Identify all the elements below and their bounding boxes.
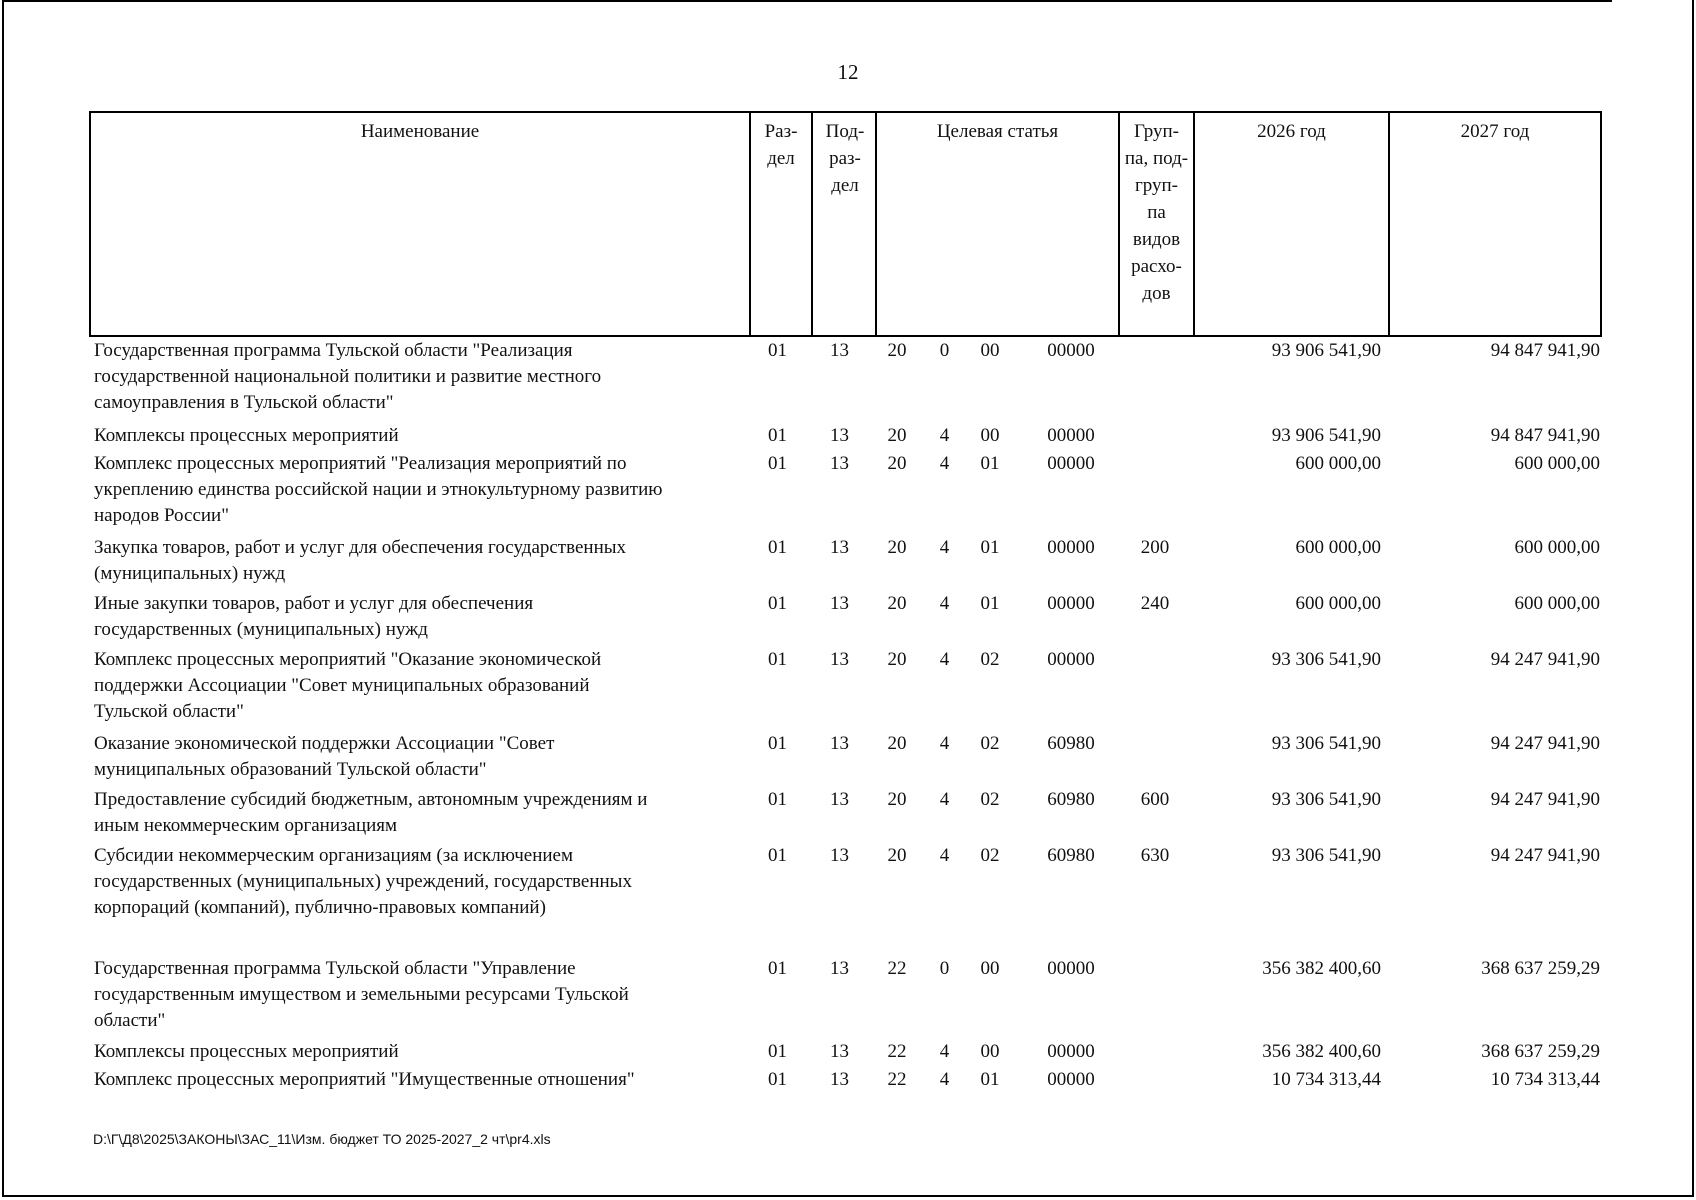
row-amount-2027: 600 000,00 [1514, 593, 1600, 614]
header-year-2027-label: 2027 год [1460, 121, 1530, 142]
row-name-line: государственных (муниципальных) нужд [94, 619, 428, 640]
row-amount-2026: 10 734 313,44 [1271, 1069, 1381, 1090]
row-ts-direction: 00000 [1047, 425, 1095, 446]
row-amount-2027: 600 000,00 [1514, 453, 1600, 474]
page-number: 12 [837, 60, 859, 84]
row-name-line: Иные закупки товаров, работ и услуг для обеспечения [94, 593, 534, 614]
header-year-2027 [1390, 113, 1600, 335]
table-header [89, 111, 1602, 337]
row-name-line: Комплексы процессных мероприятий [94, 425, 399, 446]
header-year-2026 [1195, 113, 1390, 335]
header-razdel [751, 113, 813, 335]
row-amount-2027: 600 000,00 [1514, 537, 1600, 558]
row-name [94, 956, 744, 1034]
row-ts-type: 4 [939, 593, 950, 614]
row-podrazdel: 13 [830, 845, 849, 866]
row-name-line: государственных (муниципальных) учреждений, государственных [94, 871, 632, 892]
row-ts-type: 0 [939, 340, 950, 361]
row-name [94, 731, 744, 783]
row-amount-2026: 93 306 541,90 [1271, 649, 1381, 670]
header-razdel-line: Раз- [764, 121, 798, 142]
row-amount-2027: 94 847 941,90 [1490, 340, 1600, 361]
row-name-line: Комплексы процессных мероприятий [94, 1041, 399, 1062]
row-name-line: народов России" [94, 505, 229, 526]
row-ts-program: 20 [887, 593, 907, 614]
header-gruppa-line: расхо- [1131, 256, 1182, 277]
row-razdel: 01 [768, 425, 787, 446]
row-name-line: Государственная программа Тульской области "Реализация [94, 340, 573, 361]
row-name [94, 843, 744, 921]
row-name-line: Тульской области" [94, 701, 244, 722]
row-name-line: поддержки Ассоциации "Совет муниципальных образований [94, 675, 590, 696]
row-razdel: 01 [768, 733, 787, 754]
row-ts-direction: 00000 [1047, 1069, 1095, 1090]
row-razdel: 01 [768, 340, 787, 361]
row-amount-2027: 368 637 259,29 [1481, 958, 1600, 979]
header-celevaya-statya-label: Целевая статья [936, 121, 1059, 142]
row-name-line: Комплекс процессных мероприятий "Реализация мероприятий по [94, 453, 627, 474]
header-year-2026-label: 2026 год [1257, 121, 1326, 142]
row-name-line: корпораций (компаний), публично-правовых компаний) [94, 897, 546, 918]
row-name-line: Предоставление субсидий бюджетным, автономным учреждениям и [94, 789, 648, 810]
row-podrazdel: 13 [830, 453, 849, 474]
row-amount-2026: 356 382 400,60 [1262, 958, 1381, 979]
row-ts-direction: 00000 [1047, 537, 1095, 558]
row-podrazdel: 13 [830, 789, 849, 810]
row-amount-2027: 94 247 941,90 [1490, 789, 1600, 810]
row-ts-type: 0 [939, 958, 950, 979]
row-ts-element: 00 [980, 1041, 1000, 1062]
row-amount-2026: 93 906 541,90 [1271, 340, 1381, 361]
row-razdel: 01 [768, 593, 787, 614]
row-gruppa: 630 [1140, 845, 1170, 866]
row-ts-type: 4 [939, 425, 950, 446]
row-name [94, 1039, 744, 1065]
row-amount-2026: 600 000,00 [1295, 453, 1381, 474]
row-podrazdel: 13 [830, 733, 849, 754]
row-ts-program: 22 [887, 958, 907, 979]
row-podrazdel: 13 [830, 649, 849, 670]
row-name-line: иным некоммерческим организациям [94, 815, 398, 836]
row-amount-2027: 368 637 259,29 [1481, 1041, 1600, 1062]
row-ts-program: 20 [887, 340, 907, 361]
row-razdel: 01 [768, 958, 787, 979]
row-name [94, 591, 744, 643]
header-razdel-line: дел [767, 148, 795, 169]
row-name [94, 647, 744, 725]
row-ts-type: 4 [939, 845, 950, 866]
row-name-line: самоуправления в Тульской области" [94, 392, 394, 413]
row-ts-type: 4 [939, 1041, 950, 1062]
row-amount-2026: 93 306 541,90 [1271, 845, 1381, 866]
header-gruppa-line: видов [1132, 229, 1181, 250]
row-name-line: области" [94, 1010, 166, 1031]
row-name-line: (муниципальных) нужд [94, 563, 286, 584]
row-ts-program: 20 [887, 425, 907, 446]
file-path-footer: D:\Г\Д8\2025\ЗАКОНЫ\ЗАС_11\Изм. бюджет ТО 2025-2027_2 чт\pr4.xls [93, 1131, 551, 1147]
header-gruppa-line: дов [1142, 283, 1171, 304]
row-ts-direction: 60980 [1047, 789, 1095, 810]
header-gruppa-line: груп- [1134, 175, 1179, 196]
row-name [94, 1067, 744, 1093]
header-gruppa-line: па [1147, 202, 1166, 223]
row-ts-direction: 00000 [1047, 1041, 1095, 1062]
row-ts-program: 20 [887, 649, 907, 670]
row-ts-type: 4 [939, 537, 950, 558]
row-ts-element: 02 [980, 789, 1000, 810]
row-ts-element: 01 [980, 1069, 1000, 1090]
row-name-line: государственным имуществом и земельными ресурсами Тульской [94, 984, 629, 1005]
row-ts-direction: 00000 [1047, 340, 1095, 361]
row-ts-program: 22 [887, 1041, 907, 1062]
row-ts-element: 00 [980, 958, 1000, 979]
row-name-line: укреплению единства российской нации и этнокультурному развитию [94, 479, 663, 500]
row-amount-2026: 93 306 541,90 [1271, 789, 1381, 810]
row-ts-type: 4 [939, 789, 950, 810]
row-name [94, 535, 744, 587]
row-ts-direction: 60980 [1047, 845, 1095, 866]
row-name-line: Субсидии некоммерческим организациям (за исключением [94, 845, 573, 866]
header-podrazdel-line: раз- [829, 148, 861, 169]
row-podrazdel: 13 [830, 1069, 849, 1090]
row-podrazdel: 13 [830, 340, 849, 361]
row-ts-element: 01 [980, 453, 1000, 474]
row-amount-2027: 10 734 313,44 [1490, 1069, 1600, 1090]
row-gruppa: 240 [1140, 593, 1170, 614]
row-name-line: Комплекс процессных мероприятий "Оказание экономической [94, 649, 602, 670]
row-amount-2027: 94 247 941,90 [1490, 845, 1600, 866]
row-ts-type: 4 [939, 1069, 950, 1090]
row-ts-program: 20 [887, 845, 907, 866]
row-name-line: государственной национальной политики и развитие местного [94, 366, 602, 387]
row-razdel: 01 [768, 845, 787, 866]
row-name-line: муниципальных образований Тульской области" [94, 759, 487, 780]
row-ts-element: 02 [980, 845, 1000, 866]
row-razdel: 01 [768, 453, 787, 474]
row-gruppa: 200 [1140, 537, 1170, 558]
header-gruppa [1120, 113, 1195, 335]
row-amount-2026: 600 000,00 [1295, 593, 1381, 614]
header-naimenovanie [91, 113, 751, 335]
row-name [94, 338, 744, 416]
row-ts-element: 01 [980, 593, 1000, 614]
row-podrazdel: 13 [830, 537, 849, 558]
row-podrazdel: 13 [830, 958, 849, 979]
row-amount-2026: 356 382 400,60 [1262, 1041, 1381, 1062]
row-ts-direction: 00000 [1047, 958, 1095, 979]
row-razdel: 01 [768, 1069, 787, 1090]
row-ts-element: 02 [980, 733, 1000, 754]
row-ts-element: 02 [980, 649, 1000, 670]
row-podrazdel: 13 [830, 1041, 849, 1062]
row-amount-2026: 93 306 541,90 [1271, 733, 1381, 754]
row-podrazdel: 13 [830, 425, 849, 446]
row-name-line: Оказание экономической поддержки Ассоциации "Совет [94, 733, 555, 754]
row-gruppa: 600 [1140, 789, 1170, 810]
row-ts-direction: 00000 [1047, 453, 1095, 474]
row-name [94, 787, 744, 839]
row-name [94, 451, 744, 529]
row-ts-type: 4 [939, 453, 950, 474]
header-gruppa-line: Груп- [1133, 121, 1180, 142]
row-razdel: 01 [768, 537, 787, 558]
header-naimenovanie-label: Наименование [360, 121, 480, 142]
row-ts-program: 20 [887, 733, 907, 754]
row-amount-2026: 600 000,00 [1295, 537, 1381, 558]
row-ts-element: 00 [980, 340, 1000, 361]
header-gruppa-line: па, под- [1124, 148, 1189, 169]
row-name-line: Комплекс процессных мероприятий "Имущественные отношения" [94, 1069, 635, 1090]
row-razdel: 01 [768, 789, 787, 810]
row-amount-2027: 94 247 941,90 [1490, 733, 1600, 754]
row-ts-type: 4 [939, 733, 950, 754]
row-ts-element: 01 [980, 537, 1000, 558]
row-name-line: Государственная программа Тульской области "Управление [94, 958, 576, 979]
row-ts-direction: 00000 [1047, 649, 1095, 670]
row-amount-2026: 93 906 541,90 [1271, 425, 1381, 446]
row-amount-2027: 94 847 941,90 [1490, 425, 1600, 446]
header-podrazdel-line: дел [831, 175, 859, 196]
row-ts-program: 22 [887, 1069, 907, 1090]
row-razdel: 01 [768, 649, 787, 670]
row-razdel: 01 [768, 1041, 787, 1062]
row-ts-program: 20 [887, 789, 907, 810]
row-ts-direction: 00000 [1047, 593, 1095, 614]
header-celevaya-statya [875, 113, 1120, 335]
header-podrazdel-line: Под- [825, 121, 865, 142]
row-ts-program: 20 [887, 537, 907, 558]
header-podrazdel [813, 113, 877, 335]
row-podrazdel: 13 [830, 593, 849, 614]
row-amount-2027: 94 247 941,90 [1490, 649, 1600, 670]
row-name-line: Закупка товаров, работ и услуг для обеспечения государственных [94, 537, 627, 558]
row-ts-type: 4 [939, 649, 950, 670]
row-name [94, 423, 744, 449]
row-ts-element: 00 [980, 425, 1000, 446]
row-ts-program: 20 [887, 453, 907, 474]
row-ts-direction: 60980 [1047, 733, 1095, 754]
